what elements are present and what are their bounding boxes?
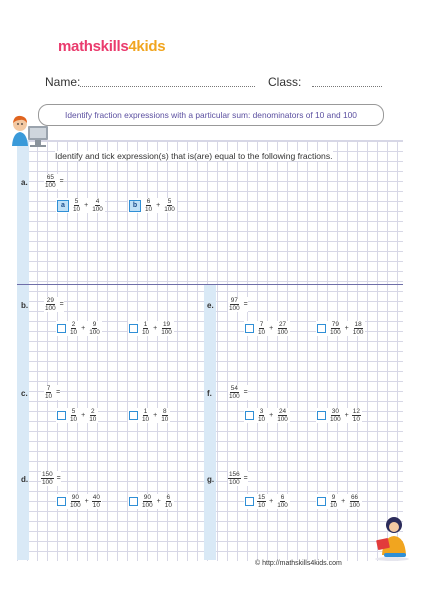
option-e-2[interactable]: $\frac{79}{100}$ + $\frac{18}{100}$ xyxy=(316,321,365,336)
section-divider xyxy=(17,284,403,285)
logo-text-accent: 4kids xyxy=(128,38,166,55)
fraction: $\frac{65}{100}$ xyxy=(45,174,56,189)
option-e-1[interactable]: $\frac{7}{10}$ + $\frac{27}{100}$ xyxy=(244,321,290,336)
option-d-1[interactable]: $\frac{90}{100}$ + $\frac{40}{10}$ xyxy=(56,494,102,509)
checkbox[interactable] xyxy=(245,324,254,333)
site-logo xyxy=(58,38,165,55)
plus-sign: + xyxy=(156,202,161,209)
checkbox[interactable] xyxy=(129,497,138,506)
target-fraction-g: $\frac{156}{100}$ = xyxy=(229,471,248,486)
name-label: Name: xyxy=(45,75,81,89)
option-d-2[interactable]: $\frac{90}{100}$ + $\frac{6}{10}$ xyxy=(128,494,174,509)
option-a-b[interactable]: b $\frac{6}{10}$ + $\frac{5}{100}$ xyxy=(128,198,177,213)
checkbox[interactable] xyxy=(245,411,254,420)
checkbox[interactable] xyxy=(57,411,66,420)
checkbox[interactable] xyxy=(317,497,326,506)
option-c-1[interactable]: $\frac{5}{10}$ + $\frac{2}{10}$ xyxy=(56,408,98,423)
target-fraction-f: $\frac{54}{100}$ = xyxy=(229,385,248,400)
middle-margin-strip xyxy=(204,284,216,560)
target-fraction-b: $\frac{29}{100}$ = xyxy=(45,297,64,312)
class-label: Class: xyxy=(268,75,302,89)
checkbox[interactable] xyxy=(245,497,254,506)
option-b-2[interactable]: $\frac{1}{10}$ + $\frac{19}{100}$ xyxy=(128,321,174,336)
target-fraction-a xyxy=(44,174,64,189)
name-field[interactable] xyxy=(80,86,255,87)
footer-url: © http://mathskills4kids.com xyxy=(255,560,342,567)
class-field[interactable] xyxy=(312,86,382,87)
instructions: Identify and tick expression(s) that is(are) equal to the following fractions. xyxy=(55,151,333,161)
checkbox[interactable] xyxy=(57,497,66,506)
left-margin-strip xyxy=(17,140,29,560)
target-fraction-e: $\frac{97}{100}$ = xyxy=(229,297,248,312)
question-label-f: f. xyxy=(207,389,212,398)
question-label-d: d. xyxy=(21,475,29,484)
option-a-a[interactable]: a $\frac{5}{10}$ + $\frac{4}{100}$ xyxy=(56,198,105,213)
question-label-b: b. xyxy=(21,301,29,310)
equals-sign: = xyxy=(59,178,64,185)
option-g-2[interactable]: $\frac{9}{10}$ + $\frac{66}{100}$ xyxy=(316,494,362,509)
option-c-2[interactable]: $\frac{1}{10}$ + $\frac{8}{10}$ xyxy=(128,408,170,423)
option-letter-checkbox[interactable]: b xyxy=(129,200,141,212)
question-label-e: e. xyxy=(207,301,214,310)
question-label-c: c. xyxy=(21,389,28,398)
reading-girl-illustration xyxy=(372,515,412,561)
option-f-1[interactable]: $\frac{3}{10}$ + $\frac{24}{100}$ xyxy=(244,408,290,423)
option-b-1[interactable]: $\frac{2}{10}$ + $\frac{9}{100}$ xyxy=(56,321,102,336)
logo-text-main: mathskills xyxy=(58,38,129,55)
option-g-1[interactable]: $\frac{15}{10}$ + $\frac{6}{100}$ xyxy=(244,494,290,509)
checkbox[interactable] xyxy=(317,324,326,333)
checkbox[interactable] xyxy=(129,411,138,420)
checkbox[interactable] xyxy=(57,324,66,333)
plus-sign: + xyxy=(84,202,89,209)
question-label-g: g. xyxy=(207,475,215,484)
question-label-a: a. xyxy=(21,178,28,187)
option-letter-checkbox[interactable]: a xyxy=(57,200,69,212)
checkbox[interactable] xyxy=(317,411,326,420)
worksheet-title: Identify fraction expressions with a particular sum: denominators of 10 and 100 xyxy=(38,104,384,126)
checkbox[interactable] xyxy=(129,324,138,333)
target-fraction-d: $\frac{150}{100}$ = xyxy=(42,471,61,486)
target-fraction-c: $\frac{7}{10}$ = xyxy=(45,385,61,400)
option-f-2[interactable]: $\frac{30}{100}$ + $\frac{12}{10}$ xyxy=(316,408,362,423)
